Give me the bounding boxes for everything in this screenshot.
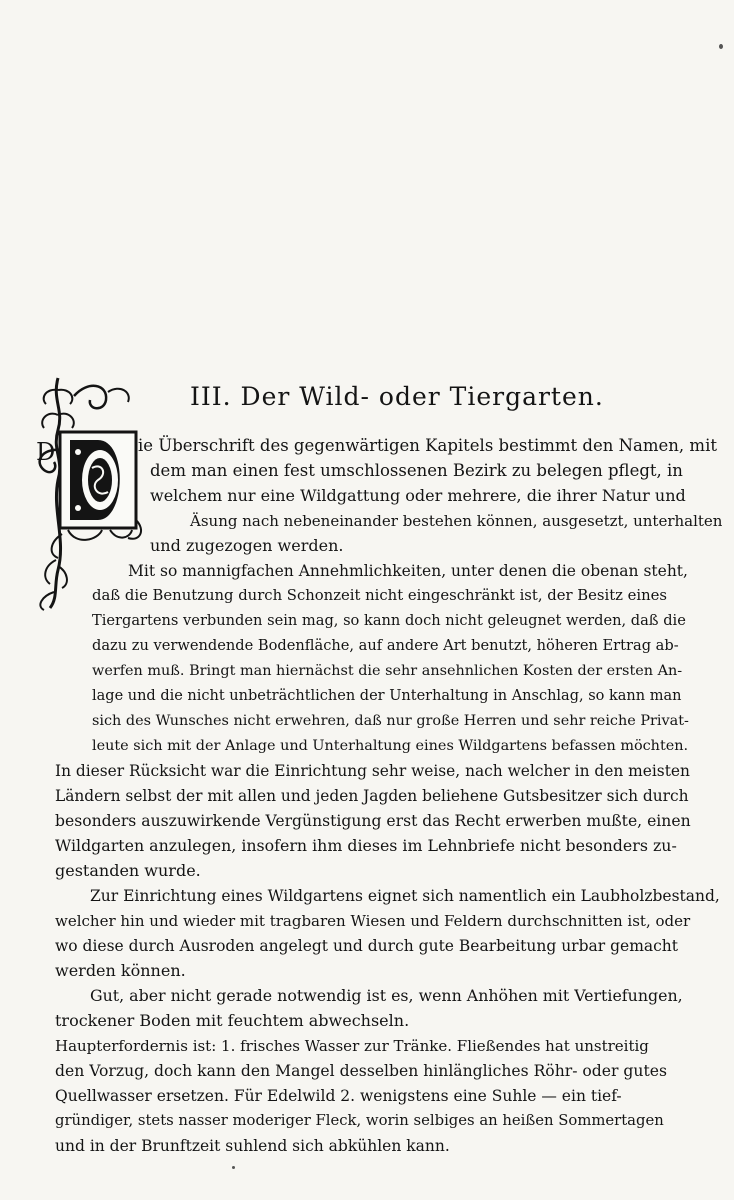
text-line: und in der Brunftzeit suhlend sich abkühlen kann. <box>55 1137 450 1155</box>
text-line: gründiger, stets nasser moderiger Fleck, worin selbiges an heißen Sommertagen <box>55 1112 664 1129</box>
text-line: Äsung nach nebeneinander bestehen können, ausgesetzt, unterhalten <box>190 512 723 530</box>
page-speck <box>232 1166 235 1169</box>
text-line: und zugezogen werden. <box>150 536 344 555</box>
text-line: werfen muß. Bringt man hiernächst die sehr ansehnlichen Kosten der ersten An- <box>92 663 683 679</box>
text-line: Haupterfordernis ist: 1. frisches Wasser zur Tränke. Fließendes hat unstreitig <box>55 1037 649 1055</box>
drop-cap-letter: D <box>36 438 56 466</box>
text-line: wo diese durch Ausroden angelegt und durch gute Bearbeitung urbar gemacht <box>55 937 679 955</box>
text-line: Wildgarten anzulegen, insofern ihm dieses im Lehnbriefe nicht besonders zu- <box>55 836 677 855</box>
text-line: welchem nur eine Wildgattung oder mehrere, die ihrer Natur und <box>150 486 686 505</box>
text-line: werden können. <box>55 961 186 980</box>
text-line: trockener Boden mit feuchtem abwechseln. <box>55 1011 410 1030</box>
chapter-title: Der Wild- oder Tiergarten. <box>240 382 604 411</box>
text-line: dazu zu verwendende Bodenfläche, auf andere Art benutzt, höheren Ertrag ab- <box>92 637 679 654</box>
text-line: sich des Wunsches nicht erwehren, daß nur große Herren und sehr reiche Privat- <box>92 713 689 729</box>
text-line: In dieser Rücksicht war die Einrichtung sehr weise, nach welcher in den meisten <box>55 762 690 780</box>
text-line: Tiergartens verbunden sein mag, so kann doch nicht geleugnet werden, daß die <box>92 612 686 629</box>
text-line: dem man einen fest umschlossenen Bezirk zu belegen pflegt, in <box>150 461 683 480</box>
text-line: besonders auszuwirkende Vergünstigung erst das Recht erwerben mußte, einen <box>55 812 691 830</box>
page-speck <box>719 44 723 49</box>
text-line: leute sich mit der Anlage und Unterhaltung eines Wildgartens befassen möchten. <box>92 738 689 754</box>
text-line: Quellwasser ersetzen. Für Edelwild 2. wenigstens eine Suhle — ein tief- <box>55 1087 622 1105</box>
text-line: gestanden wurde. <box>55 861 201 880</box>
text-line: Gut, aber nicht gerade notwendig ist es, wenn Anhöhen mit Vertiefungen, <box>90 986 683 1005</box>
text-line: ie Überschrift des gegenwärtigen Kapitels bestimmt den Namen, mit <box>138 436 717 455</box>
chapter-heading <box>190 382 610 411</box>
text-line: lage und die nicht unbeträchtlichen der Unterhaltung in Anschlag, so kann man <box>92 688 682 704</box>
text-line: Mit so mannigfachen Annehmlichkeiten, unter denen die obenan steht, <box>128 562 688 580</box>
text-line: Ländern selbst der mit allen und jeden Jagden beliehene Gutsbesitzer sich durch <box>55 787 689 805</box>
text-line: Zur Einrichtung eines Wildgartens eignet sich namentlich ein Laubholzbestand, <box>90 887 720 905</box>
text-line: den Vorzug, doch kann den Mangel desselben hinlängliches Röhr- oder gutes <box>55 1062 667 1080</box>
text-line: welcher hin und wieder mit tragbaren Wiesen und Feldern durchschnitten ist, oder <box>55 912 691 930</box>
chapter-numeral: III. <box>190 382 232 411</box>
text-line: daß die Benutzung durch Schonzeit nicht eingeschränkt ist, der Besitz eines <box>92 587 668 604</box>
